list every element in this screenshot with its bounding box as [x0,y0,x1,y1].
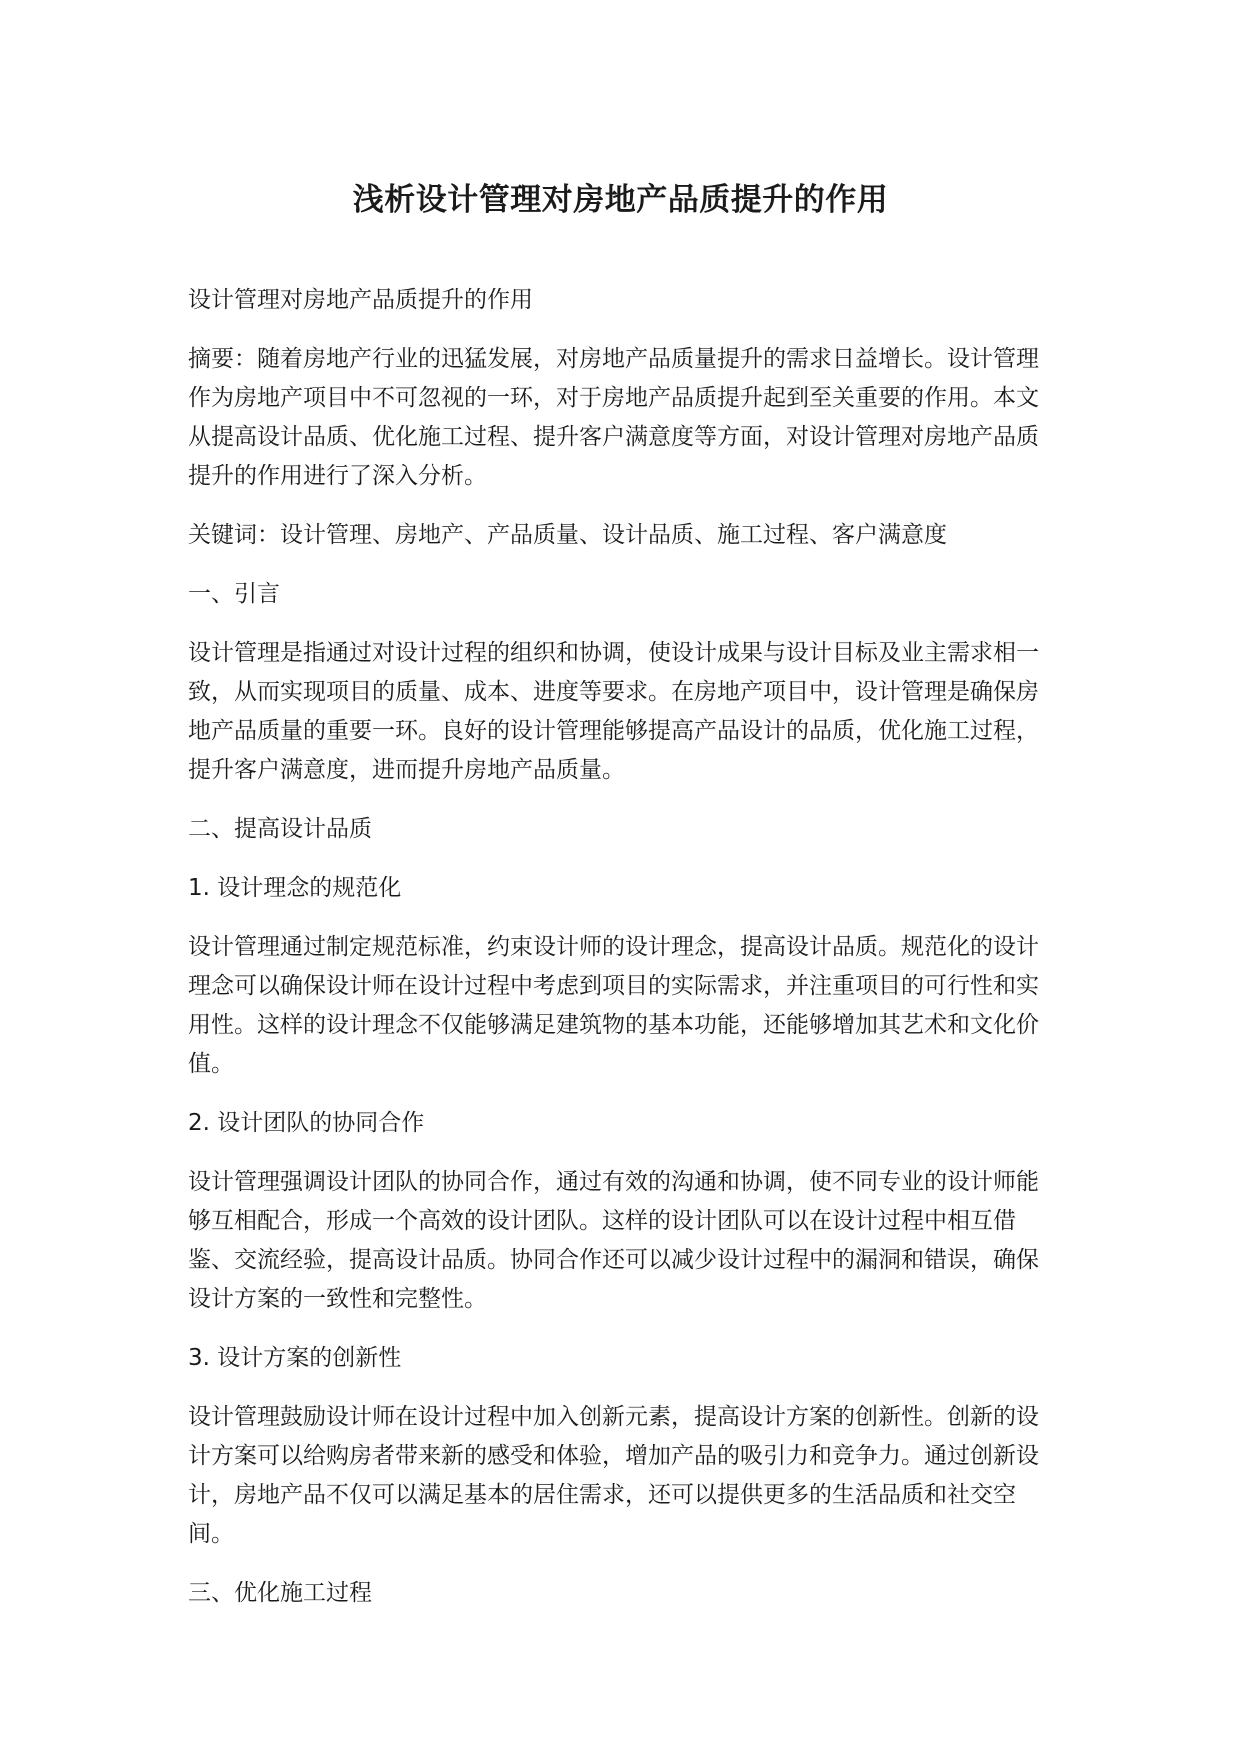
introduction-paragraph: 设计管理是指通过对设计过程的组织和协调，使设计成果与设计目标及业主需求相一致，从而实现项目的质量、成本、进度等要求。在房地产项目中，设计管理是确保房地产品质量的重要一环。良好的设计管理能够提高产品设计的品质，优化施工过程，提升客户满意度，进而提升房地产品质量。 [188,640,1039,783]
section-heading-construction: 三、优化施工过程 [188,1580,372,1606]
subsection-heading-innovation: 3. 设计方案的创新性 [188,1345,402,1371]
abstract-paragraph: 摘要：随着房地产行业的迅猛发展，对房地产品质量提升的需求日益增长。设计管理作为房地产项目中不可忽视的一环，对于房地产品质提升起到至关重要的作用。本文从提高设计品质、优化施工过程、提升客户满意度等方面，对设计管理对房地产品质提升的作用进行了深入分析。 [188,346,1039,489]
subsection-heading-teamwork: 2. 设计团队的协同合作 [188,1110,425,1136]
innovation-paragraph: 设计管理鼓励设计师在设计过程中加入创新元素，提高设计方案的创新性。创新的设计方案可以给购房者带来新的感受和体验，增加产品的吸引力和竞争力。通过创新设计，房地产品不仅可以满足基本的居住需求，还可以提供更多的生活品质和社交空间。 [188,1404,1039,1547]
document-body [188,281,1058,1633]
keywords-paragraph: 关键词：设计管理、房地产、产品质量、设计品质、施工过程、客户满意度 [188,522,947,548]
section-heading-introduction: 一、引言 [188,581,280,607]
section-heading-design-quality: 二、提高设计品质 [188,816,372,842]
standardization-paragraph: 设计管理通过制定规范标准，约束设计师的设计理念，提高设计品质。规范化的设计理念可以确保设计师在设计过程中考虑到项目的实际需求，并注重项目的可行性和实用性。这样的设计理念不仅能够满足建筑物的基本功能，还能够增加其艺术和文化价值。 [188,934,1039,1077]
document-subtitle: 设计管理对房地产品质提升的作用 [188,287,533,313]
subsection-heading-standardization: 1. 设计理念的规范化 [188,875,402,901]
teamwork-paragraph: 设计管理强调设计团队的协同合作，通过有效的沟通和协调，使不同专业的设计师能够互相配合，形成一个高效的设计团队。这样的设计团队可以在设计过程中相互借鉴、交流经验，提高设计品质。协同合作还可以减少设计过程中的漏洞和错误，确保设计方案的一致性和完整性。 [188,1169,1039,1312]
document-title: 浅析设计管理对房地产品质提升的作用 [352,182,889,218]
